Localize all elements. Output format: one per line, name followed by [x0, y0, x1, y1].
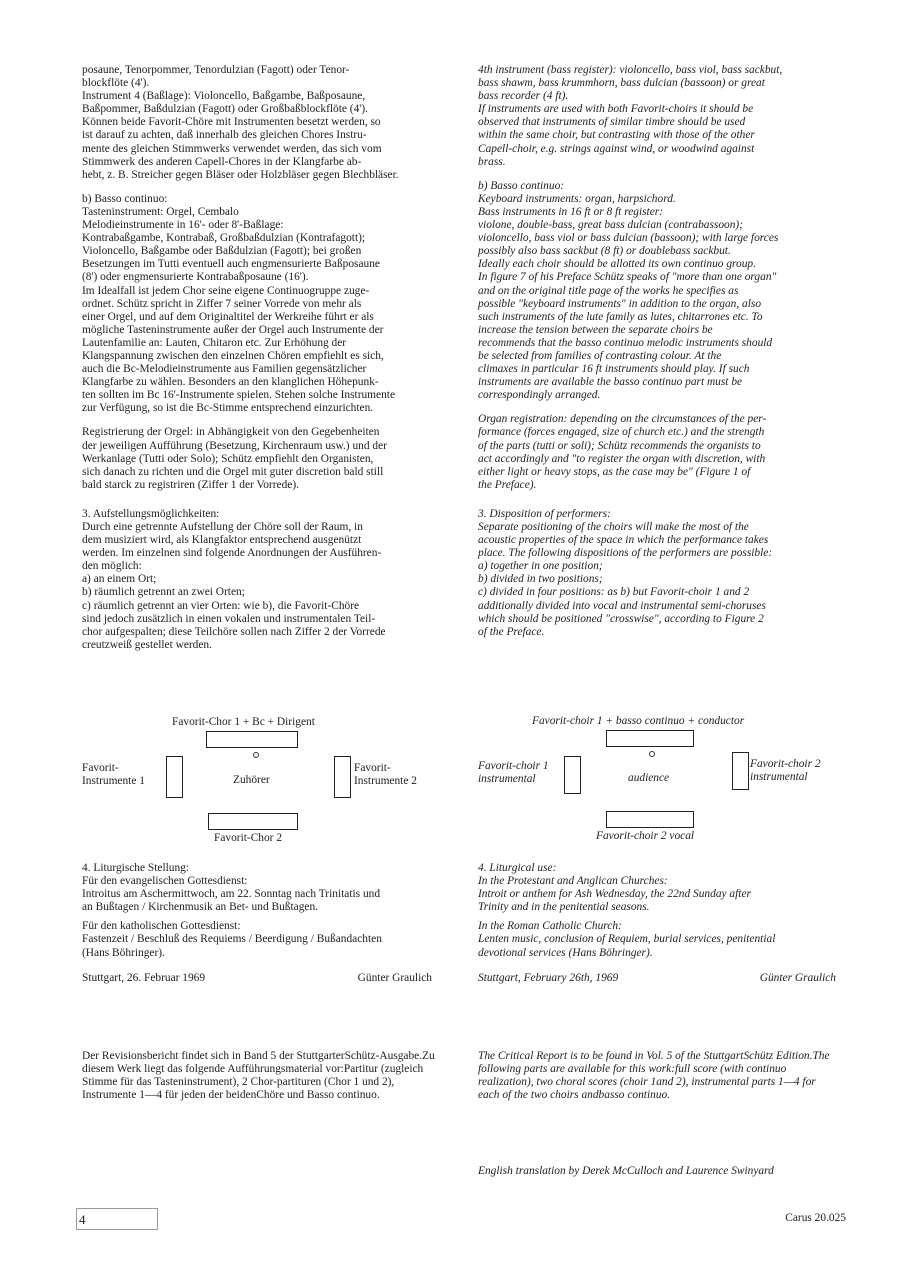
text-line: Melodieinstrumente in 16'- oder 8'-Baßlage:: [82, 219, 284, 232]
text-line: within the same choir, but contrasting with those of the other: [478, 129, 755, 142]
text-line: blockflöte (4').: [82, 77, 150, 90]
text-line: Ideally each choir should be allotted its own continuo group.: [478, 258, 756, 271]
text-line: (8') oder engmensurierte Kontrabaßposaune (16').: [82, 271, 309, 284]
text-line: Im Idealfall ist jedem Chor seine eigene Continuogruppe zuge-: [82, 284, 370, 297]
text-line: Klangfarbe zu wählen. Besonders an den klanglichen Höhepunk-: [82, 376, 379, 389]
text-line: Lenten music, conclusion of Requiem, burial services, penitential: [478, 933, 776, 946]
text-line: der jeweiligen Aufführung (Besetzung, Kirchenraum usw.) und der: [82, 439, 387, 452]
text-line: Violoncello, Baßgambe oder Baßdulzian (Fagott); bei großen: [82, 245, 362, 258]
german-diagram: [82, 712, 442, 852]
text-line: c) divided in four positions: as b) but Favorit-choir 1 and 2: [478, 586, 750, 599]
text-line: auch die Bc-Melodieinstrumente aus Familien gegensätzlicher: [82, 363, 367, 376]
german-catholic: [82, 920, 442, 959]
diagram-right-box: [334, 756, 351, 798]
german-signature: [82, 972, 442, 985]
diagram-bottom-label: Favorit-choir 2 vocal: [596, 830, 695, 842]
text-line: Introitus am Aschermittwoch, am 22. Sonntag nach Trinitatis und: [82, 888, 381, 901]
text-line: Schütz-Ausgabe.: [344, 1050, 423, 1062]
diagram-bottom-box: [208, 813, 298, 830]
text-line: Besetzungen im Tutti eventuell auch engmensurierte Baßposaune: [82, 258, 380, 271]
text-line: full score (with continuo realization), two choral scores (choir 1: [478, 1063, 787, 1089]
text-line: recommends that the basso continuo melodic instruments should: [478, 336, 773, 349]
text-line: The following parts are available for this work:: [478, 1050, 830, 1076]
diagram-center-label: Zuhörer: [233, 774, 270, 786]
text-line: acoustic properties of the space in which the performance takes: [478, 534, 769, 547]
text-line: Registrierung der Orgel: in Abhängigkeit von den Gegebenheiten: [82, 426, 380, 439]
translation-credit: English translation by Derek McCulloch and Laurence Swinyard: [478, 1165, 774, 1177]
text-line: c) räumlich getrennt an vier Orten: wie b), die Favorit-Chöre: [82, 599, 360, 612]
diagram-bottom-box: [606, 811, 694, 828]
text-line: be selected from families of contrasting colour. At the: [478, 349, 722, 362]
german-report: [82, 1050, 442, 1102]
diagram-top-label: Favorit-choir 1 + basso continuo + conductor: [532, 715, 745, 727]
diagram-right-label-2: Instrumente 2: [354, 775, 417, 787]
text-line: In the Protestant and Anglican Churches:: [478, 875, 668, 888]
text-line: correspondingly arranged.: [478, 389, 601, 402]
text-line: Capell-choir, e.g. strings against wind, or woodwind against: [478, 142, 755, 155]
text-line: b) divided in two positions;: [478, 573, 603, 586]
text-line: Klangspannung zwischen den einzelnen Chören empfiehlt es sich,: [82, 349, 384, 362]
text-line: Durch eine getrennte Aufstellung der Chöre soll der Raum, in: [82, 521, 363, 533]
english-liturgy: [478, 862, 838, 914]
text-line: increase the tension between the separate choirs be: [478, 323, 713, 336]
diagram-left-box: [564, 756, 581, 794]
text-line: Kontrabaßgambe, Kontrabaß, Großbaßdulzian (Kontrafagott);: [82, 232, 366, 245]
text-line: Chöre und Basso continuo.: [256, 1089, 380, 1102]
text-line: Schütz Edition.: [743, 1050, 813, 1062]
text-line: possibly also bass sackbut (8 ft) or doublebass sackbut.: [478, 245, 731, 258]
text-line: 3. Disposition of performers:: [478, 507, 611, 520]
text-line: of the parts (tutti or soli); Schütz recommends the organists to: [478, 439, 761, 452]
diagram-conductor-marker: [253, 752, 259, 758]
english-report: [478, 1050, 840, 1102]
text-line: partituren (Chor 1 und 2), Instrumente 1—4 für jeden der beiden: [82, 1076, 395, 1102]
text-line: Bass instruments in 16 ft or 8 ft register:: [478, 205, 663, 218]
text-line: sich danach zu richten und die Orgel mit guter discretion bald still: [82, 465, 384, 478]
text-line: Separate positioning of the choirs will make the most of the: [478, 521, 749, 533]
text-line: and 2), instrumental parts 1—4 for each of the two choirs and: [478, 1076, 816, 1102]
text-line: act accordingly and "to register the organ with discretion, with: [478, 452, 766, 465]
text-line: the Preface).: [478, 478, 537, 491]
english-column: [478, 64, 838, 645]
text-line: Baßpommer, Baßdulzian (Fagott) oder Großbaßblockflöte (4').: [82, 103, 368, 116]
text-line: b) Basso continuo:: [82, 192, 168, 205]
text-line: place. The following dispositions of the performers are possible:: [478, 547, 773, 560]
text-line: 4th instrument (bass register): violoncello, bass viol, bass sackbut,: [478, 64, 783, 76]
text-line: which should be positioned "crosswise", according to Figure 2: [478, 612, 764, 625]
diagram-top-box: [206, 731, 298, 748]
diagram-left-box: [166, 756, 183, 798]
text-line: mente des gleichen Stimmwerks verwendet werden, das sich vom: [82, 142, 382, 155]
text-line: Instrument 4 (Baßlage): Violoncello, Baßgambe, Baßposaune,: [82, 90, 366, 103]
text-line: Lautenfamilie an: Lauten, Chitaron etc. Zur Erhöhung der: [82, 336, 347, 349]
german-intro: [82, 64, 442, 182]
text-line: additionally divided into vocal and instrumental semi-choruses: [478, 599, 766, 612]
text-line: ten sollten im Bc 16'-Instrumente spielen. Stehen solche Instrumente: [82, 389, 396, 402]
text-line: den möglich:: [82, 560, 142, 573]
text-line: Zu diesem Werk liegt das folgende Aufführungsmaterial vor:: [82, 1050, 435, 1076]
diagram-left-label-2: Instrumente 1: [82, 775, 145, 787]
text-line: In figure 7 of his Preface Schütz speaks of "more than one organ": [478, 271, 777, 284]
text-line: Werkanlage (Tutti oder Solo); Schütz empfiehlt den Organisten,: [82, 452, 374, 465]
text-line: dem musiziert wird, als Klangfaktor entsprechend ausgenützt: [82, 534, 362, 547]
text-line: Für den evangelischen Gottesdienst:: [82, 875, 248, 888]
text-line: Stimmwerk des anderen Capell-Chores in der Klangfarbe ab-: [82, 155, 362, 168]
diagram-right-label-2: instrumental: [750, 771, 808, 783]
diagram-left-label-1: Favorit-choir 1: [478, 760, 549, 772]
english-column-lower: [478, 862, 838, 985]
page-number: 4: [76, 1208, 158, 1230]
diagram-right-box: [732, 752, 749, 790]
text-line: sind jedoch zusätzlich in einen vokalen und instrumentalen Teil-: [82, 612, 376, 625]
catalog-number: Carus 20.025: [785, 1212, 846, 1224]
text-line: devotional services (Hans Böhringer).: [478, 946, 653, 959]
text-line: such instruments of the lute family as lutes, chitarrones etc. To: [478, 310, 763, 323]
text-line: basso continuo.: [598, 1089, 671, 1102]
english-place-date: Stuttgart, February 26th, 1969: [478, 971, 619, 984]
german-organ-registration: [82, 426, 442, 491]
english-organ-registration: [478, 413, 838, 492]
german-basso-continuo: [82, 193, 442, 416]
diagram-left-label-2: instrumental: [478, 773, 536, 785]
diagram-left-label-1: Favorit-: [82, 762, 119, 774]
diagram-conductor-marker: [649, 751, 655, 757]
text-line: observed that instruments of similar timbre should be used: [478, 116, 746, 129]
english-catholic: [478, 920, 838, 959]
text-line: climaxes in particular 16 ft instruments should play. If such: [478, 363, 750, 376]
text-line: Organ registration: depending on the circumstances of the per-: [478, 413, 767, 426]
text-line: If instruments are used with both Favorit-choirs it should be: [478, 103, 754, 116]
english-author: Günter Graulich: [759, 971, 836, 984]
text-line: instruments are available the basso continuo part must be: [478, 376, 743, 389]
text-line: Trinity and in the penitential seasons.: [478, 901, 650, 914]
german-column-lower: [82, 862, 442, 985]
german-column: [82, 64, 442, 658]
text-line: Introit or anthem for Ash Wednesday, the 22nd Sunday after: [478, 888, 751, 901]
english-intro: [478, 64, 838, 169]
text-line: of the Preface.: [478, 625, 545, 638]
text-line: The Critical Report is to be found in Vol. 5 of the Stuttgart: [478, 1050, 744, 1062]
text-line: zur Verfügung, so ist die Bc-Stimme entsprechend einzurichten.: [82, 402, 374, 415]
text-line: bass shawm, bass krummhorn, bass dulcian (bassoon) or great: [478, 77, 765, 90]
german-author: Günter Graulich: [357, 971, 432, 984]
text-line: Partitur (zugleich Stimme für das Tasteninstrument), 2 Chor-: [82, 1063, 424, 1089]
diagram-right-label-1: Favorit-: [354, 762, 391, 774]
english-signature: [478, 972, 838, 985]
text-line: formance (forces engaged, size of church etc.) and the strength: [478, 426, 765, 439]
text-line: Tasteninstrument: Orgel, Cembalo: [82, 205, 239, 218]
text-line: an Bußtagen / Kirchenmusik an Bet- und Bußtagen.: [82, 901, 318, 914]
text-line: werden. Im einzelnen sind folgende Anordnungen der Ausführen-: [82, 547, 382, 560]
english-diagram: [478, 712, 840, 852]
german-place-date: Stuttgart, 26. Februar 1969: [82, 971, 206, 984]
text-line: b) Basso continuo:: [478, 179, 565, 192]
text-line: Fastenzeit / Beschluß des Requiems / Beerdigung / Bußandachten: [82, 933, 382, 946]
text-line: bass recorder (4 ft).: [478, 90, 569, 103]
text-line: hebt, z. B. Streicher gegen Bläser oder Holzbläser gegen Blechbläser.: [82, 168, 399, 181]
text-line: Keyboard instruments: organ, harpsichord.: [478, 192, 676, 205]
german-liturgy: [82, 862, 442, 914]
diagram-center-label: audience: [628, 772, 670, 784]
text-line: violone, double-bass, great bass dulcian (contrabassoon);: [478, 219, 744, 232]
text-line: 4. Liturgische Stellung:: [82, 862, 190, 874]
diagram-bottom-label: Favorit-Chor 2: [214, 832, 283, 844]
text-line: In the Roman Catholic Church:: [478, 920, 622, 933]
text-line: ist darauf zu achten, daß innerhalb des gleichen Chores Instru-: [82, 129, 367, 142]
diagram-top-label: Favorit-Chor 1 + Bc + Dirigent: [172, 716, 315, 728]
text-line: mögliche Tasteninstrumente außer der Orgel auch Instrumente der: [82, 323, 384, 336]
german-setup: [82, 508, 442, 652]
text-line: ordnet. Schütz spricht in Ziffer 7 seiner Vorrede von mehr als: [82, 297, 362, 310]
english-setup: [478, 508, 838, 639]
text-line: (Hans Böhringer).: [82, 946, 165, 959]
text-line: a) an einem Ort;: [82, 573, 157, 586]
text-line: 4. Liturgical use:: [478, 862, 557, 874]
english-basso-continuo: [478, 180, 838, 403]
text-line: b) räumlich getrennt an zwei Orten;: [82, 586, 245, 599]
text-line: Für den katholischen Gottesdienst:: [82, 920, 241, 933]
diagram-top-box: [606, 730, 694, 747]
text-line: a) together in one position;: [478, 560, 603, 573]
text-line: Der Revisionsbericht findet sich in Band 5 der Stuttgarter: [82, 1050, 345, 1062]
text-line: bald starck zu registriren (Ziffer 1 der Vorrede).: [82, 478, 299, 491]
text-line: either light or heavy stops, as the case may be" (Figure 1 of: [478, 465, 751, 478]
diagram-right-label-1: Favorit-choir 2: [750, 758, 821, 770]
text-line: posaune, Tenorpommer, Tenordulzian (Fagott) oder Tenor-: [82, 64, 350, 76]
text-line: possible "keyboard instruments" in addition to the organ, also: [478, 297, 762, 310]
text-line: Können beide Favorit-Chöre mit Instrumenten besetzt werden, so: [82, 116, 381, 129]
text-line: violoncello, bass viol or bass dulcian (bassoon); with large forces: [478, 232, 779, 245]
text-line: einer Orgel, und auf dem Originaltitel der Werkreihe führt er als: [82, 310, 374, 323]
text-line: creutzweiß gestellet werden.: [82, 638, 212, 651]
text-line: 3. Aufstellungsmöglichkeiten:: [82, 507, 220, 520]
text-line: brass.: [478, 155, 506, 168]
text-line: and on the original title page of the works he specifies as: [478, 284, 739, 297]
text-line: chor aufgespalten; diese Teilchöre sollen nach Ziffer 2 der Vorrede: [82, 625, 386, 638]
